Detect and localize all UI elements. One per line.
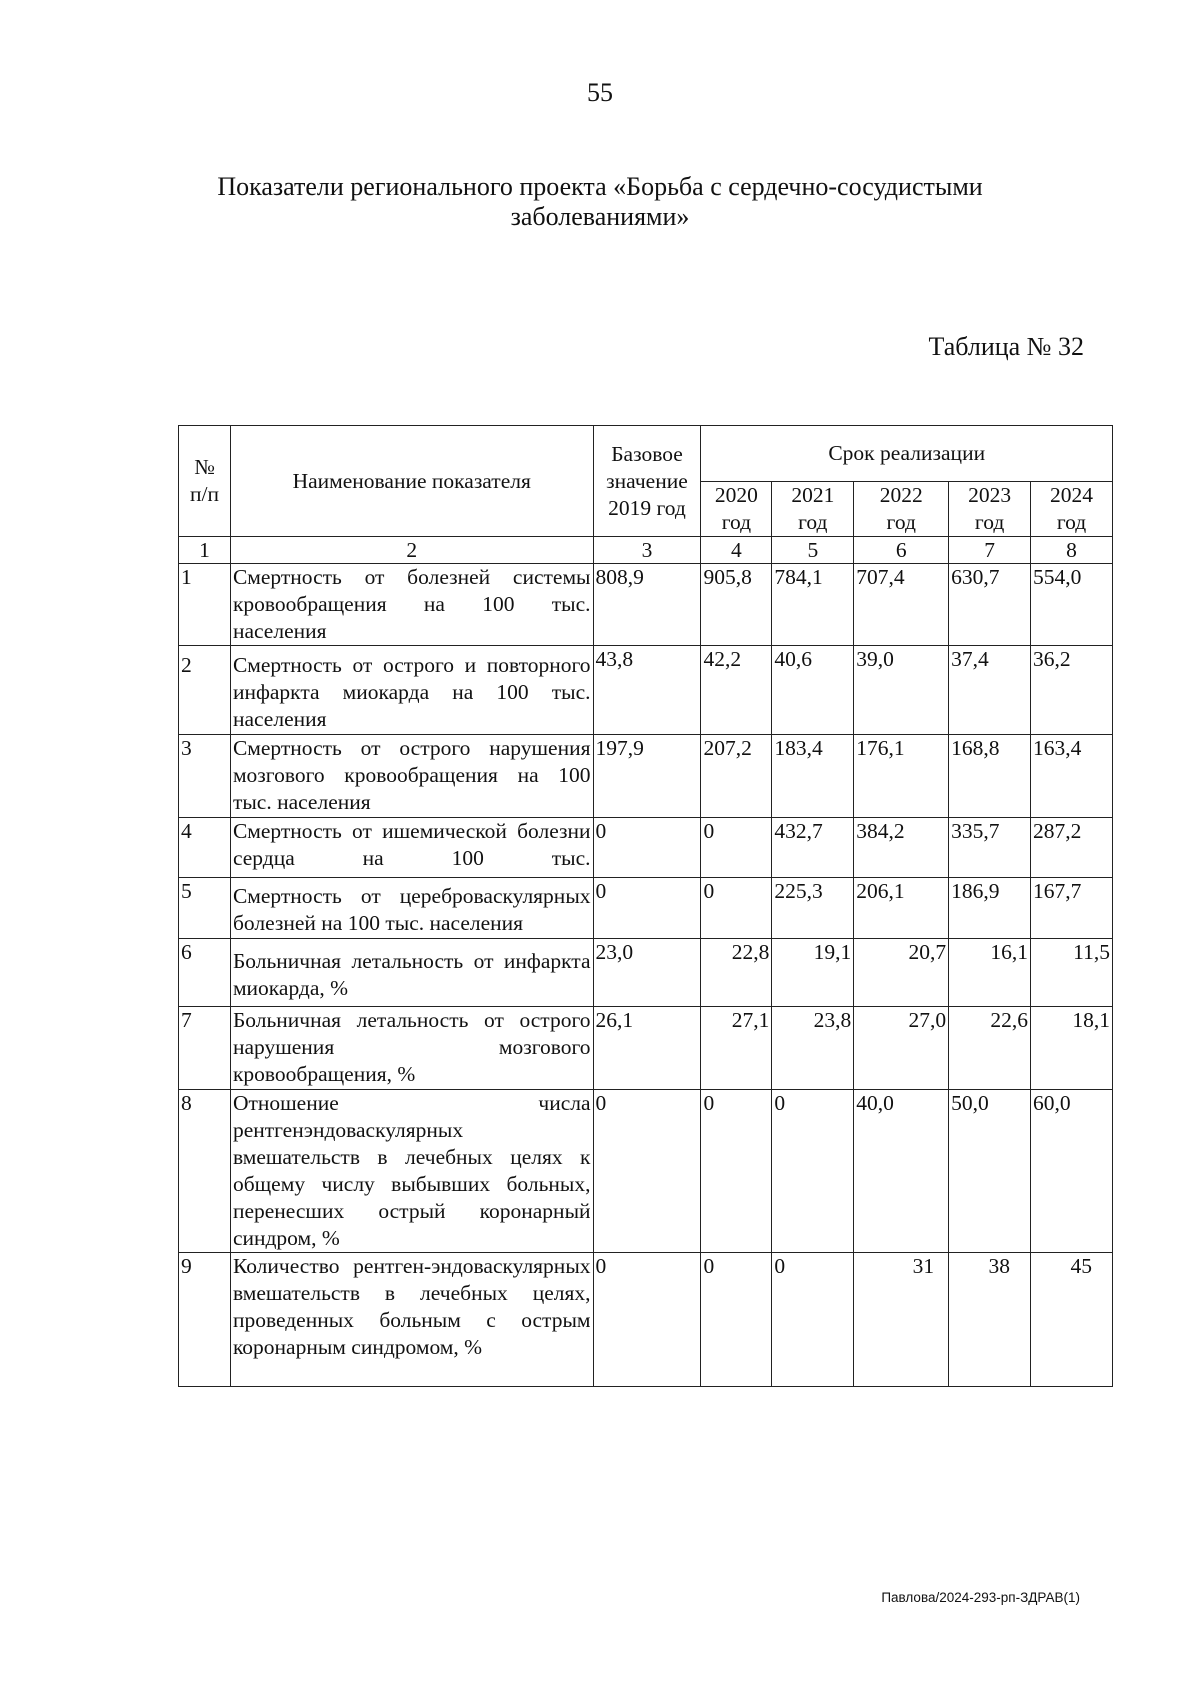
value-2023: 168,8 xyxy=(949,735,1031,818)
value-2020: 207,2 xyxy=(701,735,772,818)
indicator-name: Смертность от болезней системы кровообращения на 100 тыс. населения xyxy=(230,564,593,646)
value-2022: 40,0 xyxy=(854,1090,949,1253)
column-number: 1 xyxy=(179,537,231,564)
value-2020: 22,8 xyxy=(701,939,772,1007)
column-number: 2 xyxy=(230,537,593,564)
value-2021: 0 xyxy=(772,1253,854,1387)
title-line-1: Показатели регионального проекта «Борьба с сердечно-сосудистыми xyxy=(217,172,983,201)
value-2022: 20,7 xyxy=(854,939,949,1007)
value-2021: 225,3 xyxy=(772,878,854,939)
value-2022: 384,2 xyxy=(854,818,949,878)
value-2022: 176,1 xyxy=(854,735,949,818)
value-2023: 630,7 xyxy=(949,564,1031,646)
indicators-table xyxy=(178,425,1113,1387)
row-number: 1 xyxy=(179,564,231,646)
value-2022: 31 xyxy=(854,1253,949,1387)
value-2022: 27,0 xyxy=(854,1007,949,1090)
row-number: 5 xyxy=(179,878,231,939)
header-year-2022: 2022 год xyxy=(854,482,949,537)
value-2021: 0 xyxy=(772,1090,854,1253)
title-line-2: заболеваниями» xyxy=(510,202,690,231)
base-value: 808,9 xyxy=(593,564,701,646)
indicator-name: Смертность от острого нарушения мозгового кровообращения на 100 тыс. населения xyxy=(230,735,593,818)
header-base: Базовое значение 2019 год xyxy=(593,426,701,537)
indicator-name: Количество рентген-эндоваскулярных вмешательств в лечебных целях, проведенных больным с острым коронарным синдромом, % xyxy=(230,1253,593,1387)
value-2022: 707,4 xyxy=(854,564,949,646)
value-2024: 167,7 xyxy=(1031,878,1113,939)
indicator-name: Смертность от ишемической болезни сердца на 100 тыс. xyxy=(230,818,593,878)
value-2021: 183,4 xyxy=(772,735,854,818)
header-term: Срок реализации xyxy=(701,426,1113,482)
value-2023: 22,6 xyxy=(949,1007,1031,1090)
table-row xyxy=(179,818,1113,878)
value-2023: 186,9 xyxy=(949,878,1031,939)
value-2020: 0 xyxy=(701,818,772,878)
header-number: № п/п xyxy=(179,426,231,537)
base-value: 197,9 xyxy=(593,735,701,818)
header-year-2023: 2023 год xyxy=(949,482,1031,537)
column-number: 6 xyxy=(854,537,949,564)
value-2021: 40,6 xyxy=(772,646,854,735)
value-2020: 905,8 xyxy=(701,564,772,646)
value-2023: 50,0 xyxy=(949,1090,1031,1253)
indicator-name: Больничная летальность от острого нарушения мозгового кровообращения, % xyxy=(230,1007,593,1090)
value-2024: 36,2 xyxy=(1031,646,1113,735)
base-value: 0 xyxy=(593,1253,701,1387)
table-row xyxy=(179,878,1113,939)
table-row xyxy=(179,1090,1113,1253)
value-2020: 0 xyxy=(701,878,772,939)
table-row xyxy=(179,1253,1113,1387)
table-row xyxy=(179,939,1113,1007)
value-2024: 287,2 xyxy=(1031,818,1113,878)
table-row xyxy=(179,735,1113,818)
column-number: 3 xyxy=(593,537,701,564)
base-value: 0 xyxy=(593,878,701,939)
value-2021: 784,1 xyxy=(772,564,854,646)
value-2022: 206,1 xyxy=(854,878,949,939)
value-2021: 23,8 xyxy=(772,1007,854,1090)
document-footer-code: Павлова/2024-293-рп-ЗДРАВ(1) xyxy=(881,1590,1080,1605)
value-2024: 18,1 xyxy=(1031,1007,1113,1090)
header-year-2024: 2024 год xyxy=(1031,482,1113,537)
value-2024: 554,0 xyxy=(1031,564,1113,646)
value-2024: 163,4 xyxy=(1031,735,1113,818)
value-2020: 42,2 xyxy=(701,646,772,735)
indicator-name: Отношение числа рентгенэндоваскулярных вмешательств в лечебных целях к общему числу выбывших больных, перенесших острый коронарный синдром, % xyxy=(230,1090,593,1253)
row-number: 8 xyxy=(179,1090,231,1253)
value-2024: 45 xyxy=(1031,1253,1113,1387)
row-number: 6 xyxy=(179,939,231,1007)
row-number: 3 xyxy=(179,735,231,818)
column-number: 8 xyxy=(1031,537,1113,564)
column-number: 7 xyxy=(949,537,1031,564)
header-year-2021: 2021 год xyxy=(772,482,854,537)
base-value: 0 xyxy=(593,818,701,878)
base-value: 43,8 xyxy=(593,646,701,735)
column-number: 4 xyxy=(701,537,772,564)
value-2023: 37,4 xyxy=(949,646,1031,735)
value-2023: 16,1 xyxy=(949,939,1031,1007)
indicator-name: Больничная летальность от инфаркта миокарда, % xyxy=(230,939,593,1007)
indicator-name: Смертность от острого и повторного инфаркта миокарда на 100 тыс. населения xyxy=(230,646,593,735)
value-2023: 335,7 xyxy=(949,818,1031,878)
document-title xyxy=(150,172,1050,232)
row-number: 9 xyxy=(179,1253,231,1387)
row-number: 7 xyxy=(179,1007,231,1090)
value-2021: 19,1 xyxy=(772,939,854,1007)
column-number-row xyxy=(179,537,1113,564)
page-number: 55 xyxy=(587,78,613,107)
value-2020: 27,1 xyxy=(701,1007,772,1090)
value-2022: 39,0 xyxy=(854,646,949,735)
value-2020: 0 xyxy=(701,1253,772,1387)
value-2021: 432,7 xyxy=(772,818,854,878)
base-value: 0 xyxy=(593,1090,701,1253)
table-label: Таблица № 32 xyxy=(928,332,1084,361)
table-row xyxy=(179,646,1113,735)
base-value: 23,0 xyxy=(593,939,701,1007)
table-row xyxy=(179,1007,1113,1090)
value-2023: 38 xyxy=(949,1253,1031,1387)
header-year-2020: 2020 год xyxy=(701,482,772,537)
value-2024: 11,5 xyxy=(1031,939,1113,1007)
header-name: Наименование показателя xyxy=(230,426,593,537)
base-value: 26,1 xyxy=(593,1007,701,1090)
value-2020: 0 xyxy=(701,1090,772,1253)
value-2024: 60,0 xyxy=(1031,1090,1113,1253)
column-number: 5 xyxy=(772,537,854,564)
table-row xyxy=(179,564,1113,646)
indicator-name: Смертность от цереброваскулярных болезней на 100 тыс. населения xyxy=(230,878,593,939)
row-number: 4 xyxy=(179,818,231,878)
row-number: 2 xyxy=(179,646,231,735)
